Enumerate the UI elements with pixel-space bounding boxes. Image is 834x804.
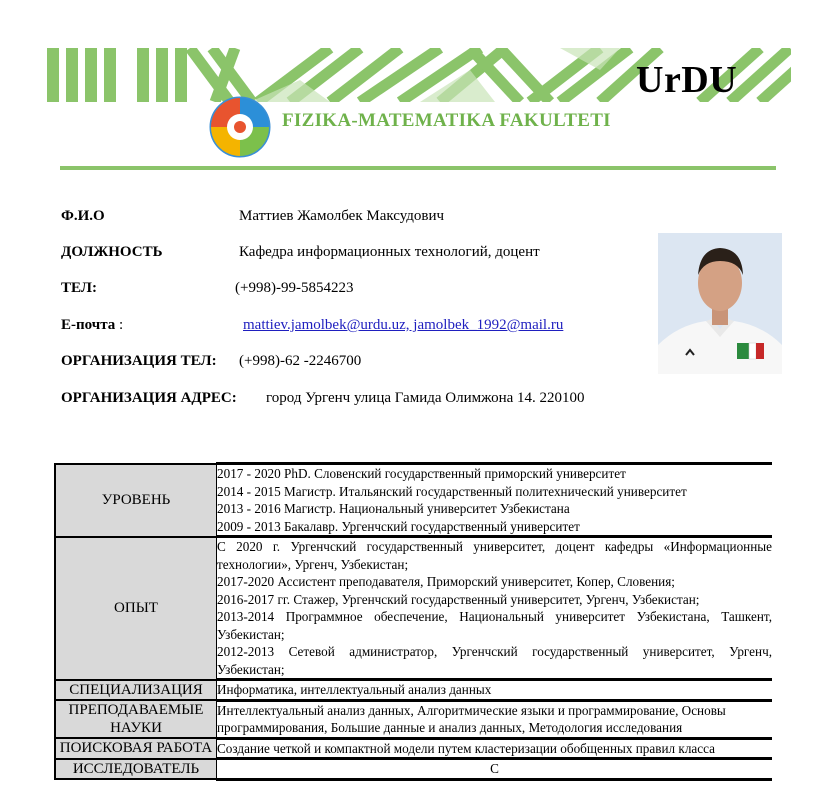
row-value-specialization: [217, 680, 773, 701]
table-row: [55, 537, 772, 680]
header-divider: [60, 166, 776, 170]
level-line: 2017 - 2020 PhD. Словенский государственный приморский университет: [217, 466, 626, 481]
email-link[interactable]: mattiev.jamolbek@urdu.uz, jamolbek_1992@mail.ru: [243, 317, 564, 333]
experience-line: 2016-2017 гг. Стажер, Ургенчский государственный университет, Ургенч, Узбекистан;: [217, 591, 700, 607]
researcher-line: С: [490, 761, 499, 776]
phone-value: (+998)-99-5854223: [235, 280, 354, 296]
experience-line: 2012-2013 Сетевой администратор, Ургенчский государственный университет, Ургенч, Узбекистан;: [217, 644, 772, 677]
row-value-subjects: [217, 700, 773, 738]
experience-line: С 2020 г. Ургенчский государственный университет, доцент кафедры «Информационные технологии», Ургенч, Узбекистан;: [217, 539, 772, 572]
row-label-subjects: ПРЕПОДАВАЕМЫЕ НАУКИ: [55, 700, 217, 738]
row-label-research: ПОИСКОВАЯ РАБОТА: [55, 738, 217, 759]
row-value-level: [217, 464, 773, 537]
table-row: [55, 464, 772, 537]
table-row: [55, 738, 772, 759]
position-value: Кафедра информационных технологий, доцент: [239, 244, 540, 260]
university-title: UrDU: [636, 59, 738, 101]
experience-line: 2013-2014 Программное обеспечение, Национальный университет Узбекистана, Ташкент, Узбекистан;: [217, 609, 772, 642]
faculty-logo-icon: [211, 98, 269, 156]
table-row: [55, 700, 772, 738]
row-label-experience: ОПЫТ: [55, 537, 217, 680]
profile-photo: [658, 233, 782, 374]
experience-line: 2017-2020 Ассистент преподавателя, Приморский университет, Копер, Словения;: [217, 574, 675, 589]
row-value-researcher: [217, 759, 773, 780]
org-phone-value: (+998)-62 -2246700: [239, 353, 362, 369]
faculty-title: FIZIKA-MATEMATIKA FAKULTETI: [282, 110, 611, 131]
specialization-line: Информатика, интеллектуальный анализ данных: [217, 682, 492, 697]
row-value-research: [217, 738, 773, 759]
org-address-value: город Ургенч улица Гамида Олимжона 14. 220100: [266, 390, 585, 406]
subjects-line: Интеллектуальный анализ данных, Алгоритмические языки и программирование, Основы программирования, Большие данные и анализ данных, Методология исследования: [217, 702, 726, 735]
table-row: [55, 680, 772, 701]
name-value: Маттиев Жамолбек Максудович: [239, 208, 445, 224]
level-line: 2009 - 2013 Бакалавр. Ургенчский государственный университет: [217, 518, 580, 534]
position-label: ДОЛЖНОСТЬ: [61, 244, 163, 260]
level-line: 2014 - 2015 Магистр. Итальянский государственный политехнический университет: [217, 483, 687, 499]
org-address-label: ОРГАНИЗАЦИЯ АДРЕС:: [61, 390, 237, 406]
email-colon: :: [119, 317, 124, 333]
org-phone-label: ОРГАНИЗАЦИЯ ТЕЛ:: [61, 353, 217, 369]
email-label: E-почта: [61, 317, 116, 333]
row-label-level: УРОВЕНЬ: [55, 464, 217, 537]
research-line: Создание четкой и компактной модели путем кластеризации обобщенных правил класса: [217, 740, 715, 756]
row-label-researcher: ИССЛЕДОВАТЕЛЬ: [55, 759, 217, 780]
table-row: [55, 759, 772, 780]
level-line: 2013 - 2016 Магистр. Национальный университет Узбекистана: [217, 501, 570, 516]
row-value-experience: [217, 537, 773, 680]
row-label-specialization: СПЕЦИАЛИЗАЦИЯ: [55, 680, 217, 701]
phone-label: ТЕЛ:: [61, 280, 97, 296]
cv-table: [54, 462, 772, 781]
name-label: Ф.И.О: [61, 208, 105, 224]
